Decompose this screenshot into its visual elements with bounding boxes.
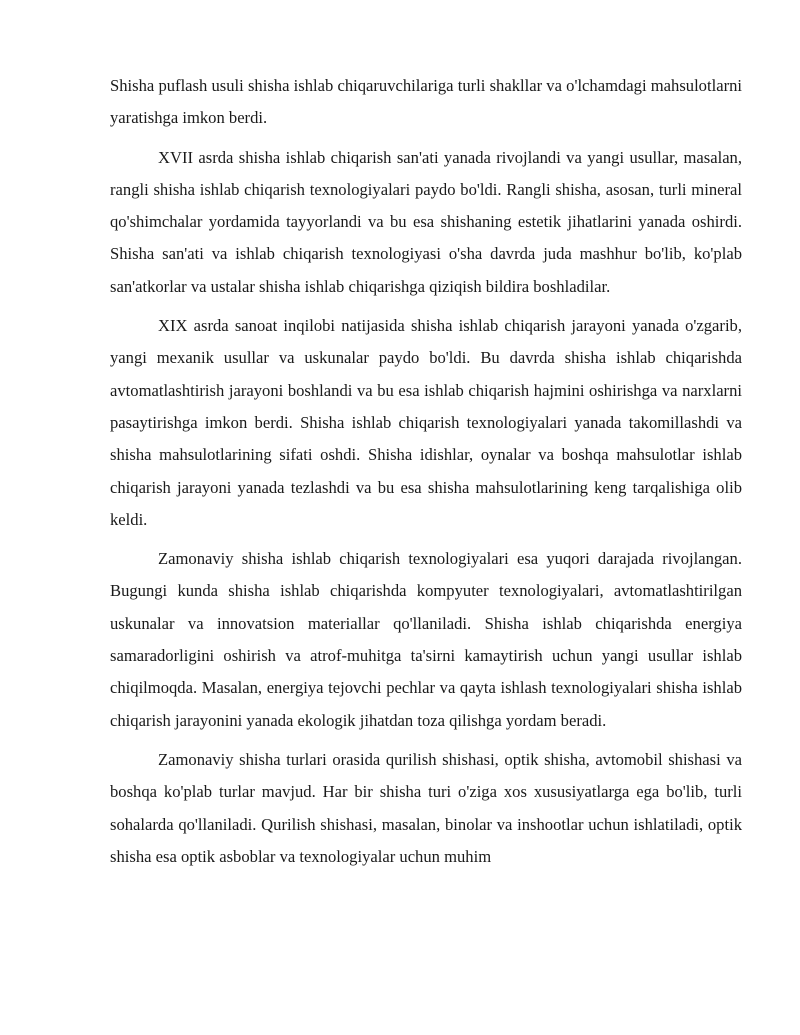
paragraph-xix-century: XIX asrda sanoat inqilobi natijasida shisha ishlab chiqarish jarayoni yanada o'zgarib, yangi mexanik usullar va uskunalar paydo bo'ldi. Bu davrda shisha ishlab chiqarishda avtomatlashtirish jarayoni boshlandi va bu esa ishlab chiqarish hajmini oshirishga va narxlarni pasaytirishga imkon berdi. Shisha ishlab chiqarish texnologiyalari yanada takomillashdi va shisha mahsulotlarining sifati oshdi. Shisha idishlar, oynalar va boshqa mahsulotlar ishlab chiqarish jarayoni yanada tezlashdi va bu esa shisha mahsulotlarining keng tarqalishiga olib keldi. xyxy=(110,316,742,529)
paragraph-modern-glass-types: Zamonaviy shisha turlari orasida qurilish shishasi, optik shisha, avtomobil shishasi va boshqa ko'plab turlar mavjud. Har bir shisha turi o'ziga xos xususiyatlarga ega bo'lib, turli sohalarda qo'llaniladi. Qurilish shishasi, masalan, binolar va inshootlar uchun ishlatiladi, optik shisha esa optik asboblar va texnologiyalar uchun muhim xyxy=(110,749,742,866)
paragraph-continuation: Shisha puflash usuli shisha ishlab chiqaruvchilariga turli shakllar va o'lchamdagi mahsulotlarni yaratishga imkon berdi. xyxy=(110,76,742,128)
paragraph-modern-technologies: Zamonaviy shisha ishlab chiqarish texnologiyalari esa yuqori darajada rivojlangan. Bugungi kunda shisha ishlab chiqarishda kompyuter texnologiyalari, avtomatlashtirilgan uskunalar va innovatsion materiallar qo'llaniladi. Shisha ishlab chiqarishda energiya samaradorligini oshirish va atrof-muhitga ta'sirni kamaytirish uchun yangi usullar ishlab chiqilmoqda. Masalan, energiya tejovchi pechlar va qayta ishlash texnologiyalari shisha ishlab chiqarish jarayonini yanada ekologik jihatdan toza qilishga yordam beradi. xyxy=(110,549,742,730)
paragraph-xvii-century: XVII asrda shisha ishlab chiqarish san'ati yanada rivojlandi va yangi usullar, masalan, rangli shisha ishlab chiqarish texnologiyalari paydo bo'ldi. Rangli shisha, asosan, turli mineral qo'shimchalar yordamida tayyorlandi va bu esa shishaning estetik jihatlarini yanada oshirdi. Shisha san'ati va ishlab chiqarish texnologiyasi o'sha davrda juda mashhur bo'lib, ko'plab san'atkorlar va ustalar shisha ishlab chiqarishga qiziqish bildira boshladilar. xyxy=(110,147,742,296)
document-page xyxy=(110,70,742,880)
